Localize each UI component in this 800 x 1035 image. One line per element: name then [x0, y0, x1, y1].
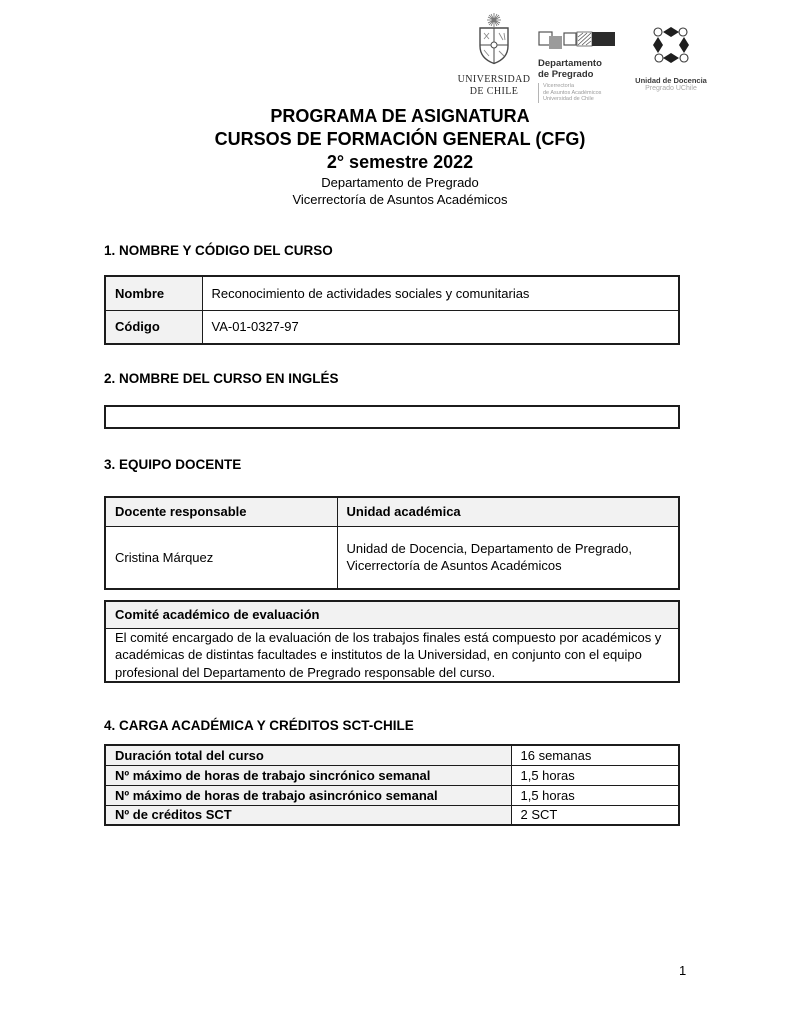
unidad-academica-header: Unidad académica	[337, 497, 679, 526]
uchile-logo-text-line2: DE CHILE	[469, 86, 519, 97]
horas-sincronico-value-cell: 1,5 horas	[511, 765, 679, 785]
table-row	[105, 310, 679, 344]
nombre-label-cell: Nombre	[105, 276, 202, 310]
title-line-3: 2° semestre 2022	[326, 152, 474, 172]
nombre-ingles-empty-field	[104, 405, 680, 429]
carga-academica-table	[104, 744, 680, 826]
pregrado-logo-title-line2: de Pregrado	[538, 68, 594, 80]
table-row	[105, 785, 679, 805]
codigo-value-cell: VA-01-0327-97	[202, 310, 679, 344]
duracion-label-cell: Duración total del curso	[105, 745, 511, 765]
page-number: 1	[679, 963, 687, 978]
pregrado-logo-title-line1: Departamento	[538, 58, 602, 69]
uchile-logo-text-line1: UNIVERSIDAD	[457, 74, 531, 85]
section3-heading: 3. EQUIPO DOCENTE	[104, 457, 242, 472]
docencia-pinwheel-icon	[648, 22, 694, 73]
docente-responsable-cell: Cristina Márquez	[105, 526, 337, 589]
codigo-label-cell: Código	[105, 310, 202, 344]
docente-responsable-header: Docente responsable	[105, 497, 337, 526]
table-row	[105, 765, 679, 785]
comite-body-cell: El comité encargado de la evaluación de los trabajos finales está compuesto por académicos y académicas de distintas facultades e institutos de la Universidad, en conjunto con el equipo profesional del Departamento de Pregrado responsable del curso.	[105, 628, 679, 682]
horas-asincronico-label-cell: Nº máximo de horas de trabajo asincrónico semanal	[105, 785, 511, 805]
unidad-docencia-logo	[628, 22, 714, 93]
section4-heading: 4. CARGA ACADÉMICA Y CRÉDITOS SCT-CHILE	[104, 718, 414, 733]
duracion-value-cell: 16 semanas	[511, 745, 679, 765]
title-sub-1: Departamento de Pregrado	[321, 175, 479, 190]
document-body	[104, 243, 680, 826]
creditos-sct-value-cell: 2 SCT	[511, 805, 679, 825]
table-row	[105, 276, 679, 310]
nombre-value-cell: Reconocimiento de actividades sociales y comunitarias	[202, 276, 679, 310]
docencia-logo-text-line1: Unidad de Docencia	[635, 76, 707, 85]
horas-asincronico-value-cell: 1,5 horas	[511, 785, 679, 805]
comite-header-cell: Comité académico de evaluación	[105, 601, 679, 628]
table-header-row	[105, 601, 679, 628]
universidad-de-chile-logo	[454, 12, 534, 97]
section1-heading: 1. NOMBRE Y CÓDIGO DEL CURSO	[104, 243, 333, 258]
section2-heading: 2. NOMBRE DEL CURSO EN INGLÉS	[104, 371, 339, 386]
title-sub-2: Vicerrectoría de Asuntos Académicos	[292, 192, 508, 207]
equipo-docente-table	[104, 496, 680, 590]
title-line-2: CURSOS DE FORMACIÓN GENERAL (CFG)	[214, 129, 586, 149]
title-line-1: PROGRAMA DE ASIGNATURA	[270, 106, 530, 126]
departamento-pregrado-logo	[538, 29, 622, 103]
creditos-sct-label-cell: Nº de créditos SCT	[105, 805, 511, 825]
comite-academico-table	[104, 600, 680, 683]
table-row	[105, 628, 679, 682]
docencia-logo-text-line2: Pregrado UChile	[645, 85, 697, 92]
table-row	[105, 526, 679, 589]
pregrado-squares-icon	[538, 29, 616, 56]
header-logo-strip	[454, 12, 714, 103]
pregrado-logo-subtext: Vicerrectoría de Asuntos Académicos Universidad de Chile	[538, 83, 601, 103]
table-row	[105, 745, 679, 765]
horas-sincronico-label-cell: Nº máximo de horas de trabajo sincrónico semanal	[105, 765, 511, 785]
unidad-academica-cell: Unidad de Docencia, Departamento de Pregrado, Vicerrectoría de Asuntos Académicos	[337, 526, 679, 589]
table-header-row	[105, 497, 679, 526]
uchile-coat-of-arms-icon	[471, 12, 517, 73]
table-row	[105, 805, 679, 825]
curso-nombre-codigo-table	[104, 275, 680, 345]
